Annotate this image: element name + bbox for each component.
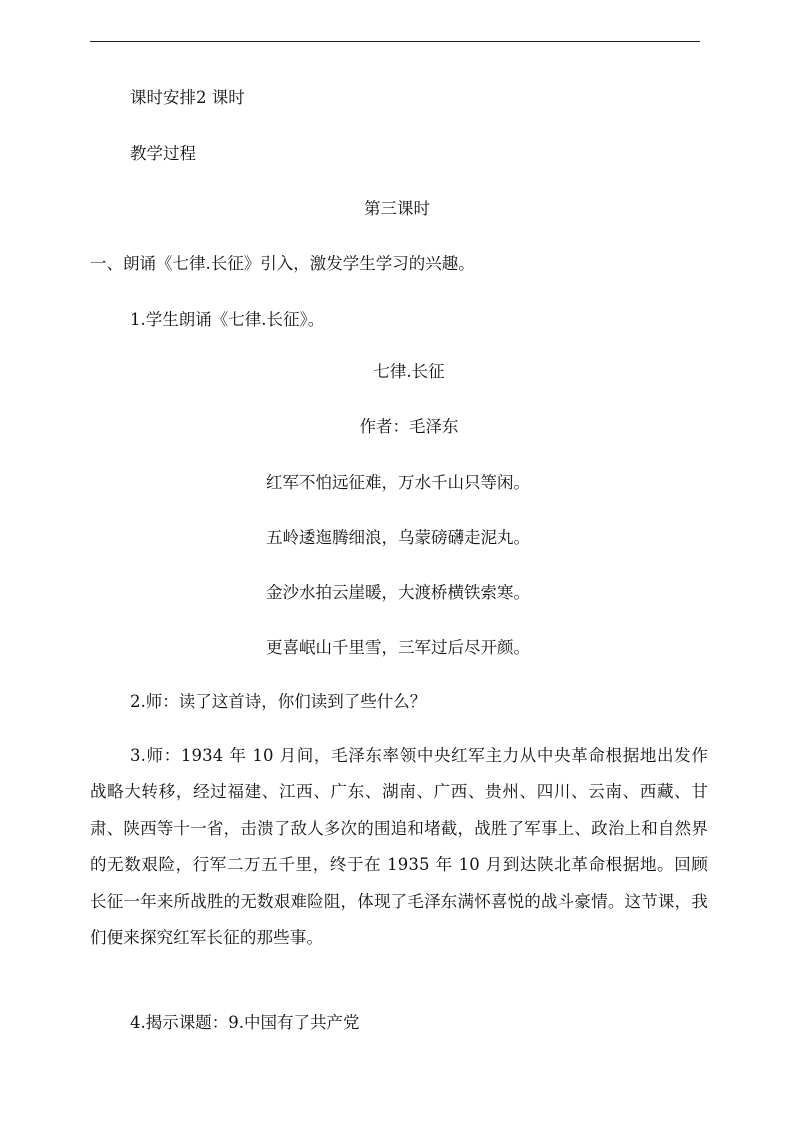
section-heading-1: 一、朗诵《七律.长征》引入，激发学生学习的兴趣。 [90, 254, 475, 273]
poem-line-1: 红军不怕远征难，万水千山只等闲。 [266, 473, 530, 492]
lesson-title: 第三课时 [364, 199, 430, 218]
list-item-3-paragraph: 3.师：1934 年 10 月间，毛泽东率领中央红军主力从中央革命根据地出发作战略大转移，经过福建、江西、广东、湖南、广西、贵州、四川、云南、西藏、甘肃、陕西等十一省，击溃了敌人多次的围追和堵截，战胜了军事上、政治上和自然界的无数艰险，行军二万五千里，终于在 1935 年 10 月到达陕北革命根据地。回顾长征一年来所战胜的无数艰难险阻，体现了毛泽东满怀喜悦的战斗豪情。这节课，我们便来探究红军长征的那些事。 [90, 746, 708, 948]
poem-line-3: 金沙水拍云崖暖，大渡桥横铁索寒。 [266, 583, 530, 602]
list-item-2: 2.师：读了这首诗，你们读到了些什么？ [130, 692, 427, 711]
process-heading: 教学过程 [130, 144, 196, 163]
poem-line-2: 五岭逶迤腾细浪，乌蒙磅礴走泥丸。 [266, 528, 530, 547]
poem-title: 七律.长征 [373, 362, 445, 381]
poem-author: 作者：毛泽东 [359, 417, 459, 436]
header-rule [90, 41, 700, 42]
list-item-4: 4.揭示课题：9.中国有了共产党 [130, 1013, 360, 1032]
list-item-1: 1.学生朗诵《七律.长征》。 [130, 310, 325, 329]
poem-line-4: 更喜岷山千里雪，三军过后尽开颜。 [266, 638, 530, 657]
schedule-line: 课时安排2 课时 [130, 88, 245, 107]
